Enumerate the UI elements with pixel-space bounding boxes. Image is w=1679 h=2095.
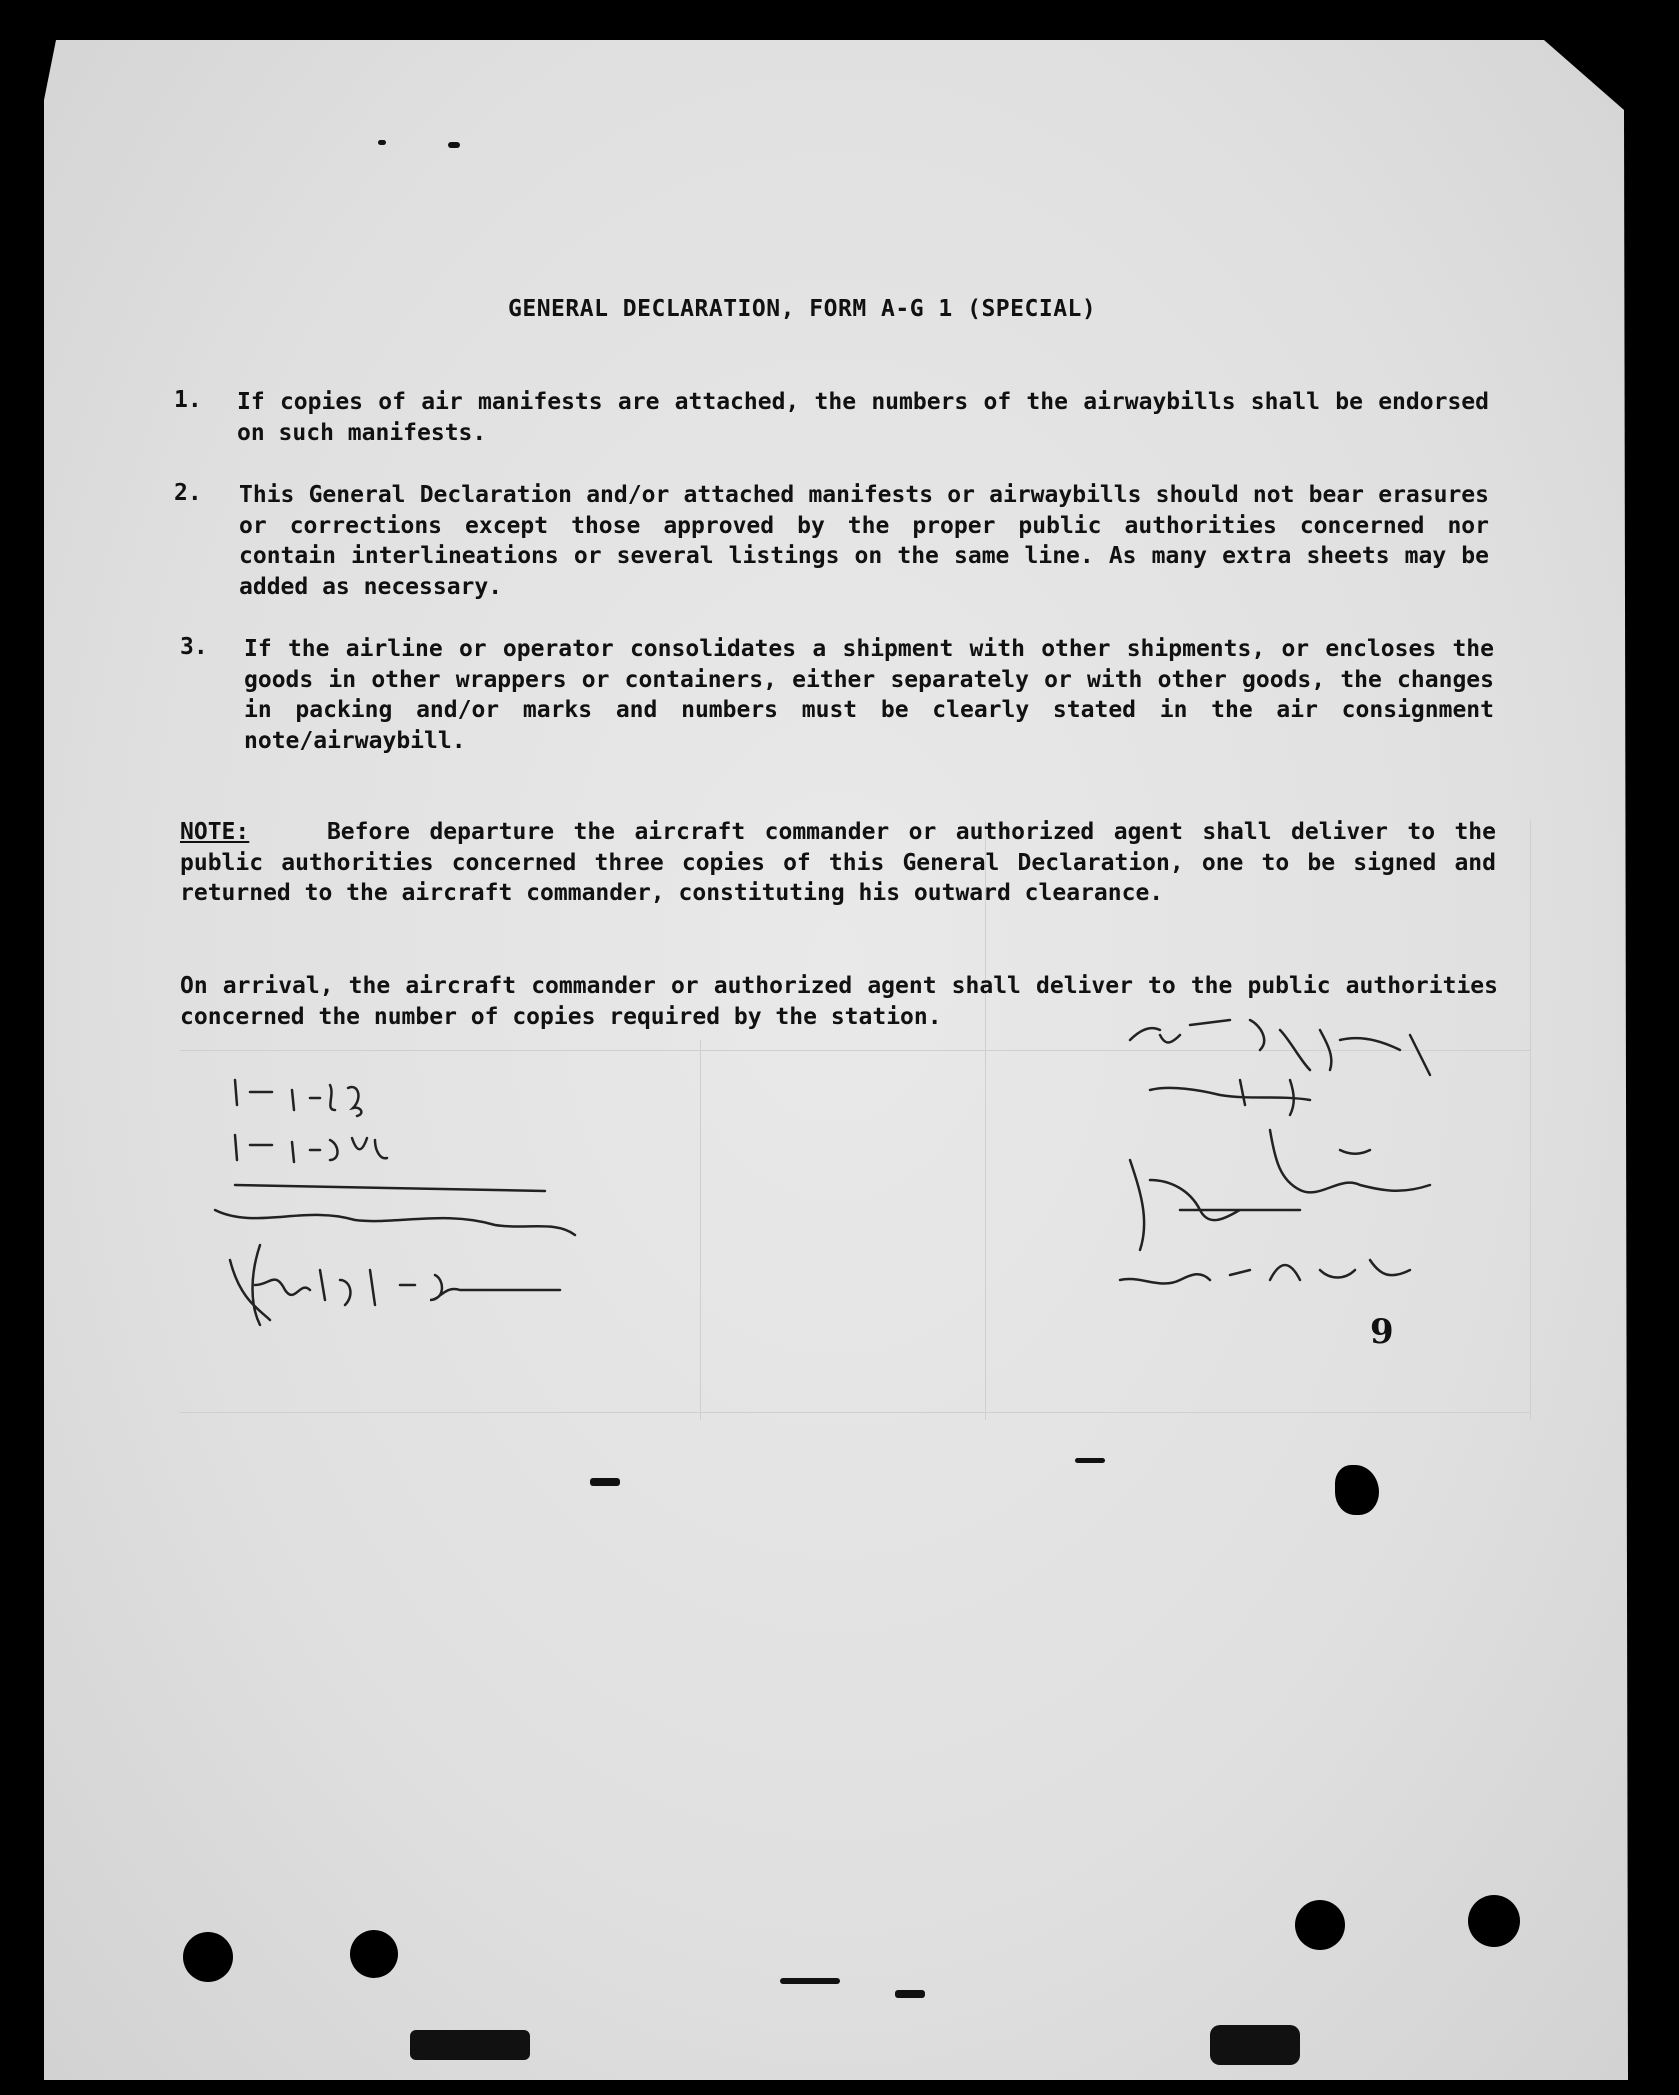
punch-hole bbox=[1295, 1900, 1345, 1950]
ink-speck bbox=[448, 142, 460, 148]
item-text: If the airline or operator consolidates a shipment with other shipments, or encloses the goods in other wrappers or containers, either separately or with other goods, the changes in packing and/or marks and numbers must be clearly stated in the air consignment note/airwaybill. bbox=[244, 636, 1494, 754]
ink-speck bbox=[780, 1978, 840, 1984]
note-text: Before departure the aircraft commander or authorized agent shall deliver to the public authorities concerned three copies of this General Declaration, one to be signed and returned to the aircraft commander, constituting his outward clearance. bbox=[180, 819, 1497, 906]
ink-speck bbox=[378, 140, 386, 145]
punch-hole bbox=[350, 1930, 398, 1978]
ink-speck bbox=[1075, 1458, 1105, 1463]
ink-speck bbox=[1210, 2025, 1300, 2065]
handwritten-annotation-left bbox=[200, 1060, 600, 1340]
stamped-number: 9 bbox=[1370, 1312, 1394, 1352]
ink-speck bbox=[410, 2030, 530, 2060]
handwritten-annotation-right bbox=[1090, 1010, 1510, 1330]
arrival-paragraph: On arrival, the aircraft commander or authorized agent shall deliver to the public authorities concerned the number of copies required by the station. bbox=[180, 973, 1498, 1030]
item-text: If copies of air manifests are attached, the numbers of the airwaybills shall be endorsed on such manifests. bbox=[237, 389, 1489, 446]
bleed-through-line bbox=[180, 1412, 1530, 1413]
ink-blot bbox=[1335, 1465, 1379, 1515]
item-number: 1. bbox=[174, 387, 202, 413]
item-number: 2. bbox=[174, 480, 202, 506]
note-label: NOTE: bbox=[180, 819, 250, 845]
item-text: This General Declaration and/or attached manifests or airwaybills should not bear erasures or corrections except those approved by the proper public authorities concerned nor contain interlineations or several listings on the same line. As many extra sheets may be added as necessary. bbox=[239, 482, 1489, 600]
document-title: GENERAL DECLARATION, FORM A-G 1 (SPECIAL) bbox=[508, 296, 1097, 322]
bleed-through-line bbox=[985, 820, 986, 1420]
bleed-through-line bbox=[700, 1040, 701, 1420]
note-paragraph bbox=[180, 817, 1496, 909]
ink-speck bbox=[590, 1478, 620, 1486]
ink-speck bbox=[895, 1990, 925, 1998]
bleed-through-line bbox=[1530, 820, 1531, 1420]
punch-hole bbox=[183, 1932, 233, 1982]
punch-hole bbox=[1468, 1895, 1520, 1947]
item-number: 3. bbox=[180, 634, 208, 660]
